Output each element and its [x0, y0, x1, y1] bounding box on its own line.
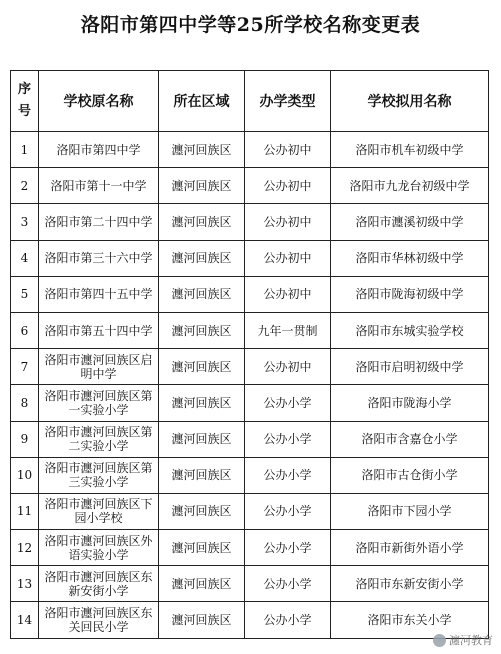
table-row [11, 204, 489, 240]
table-row [11, 566, 489, 602]
cell-new-name: 洛阳市东新安街小学 [331, 566, 489, 602]
cell-original-name: 洛阳市瀍河回族区第三实验小学 [39, 457, 159, 493]
cell-no: 1 [11, 132, 39, 168]
cell-school-type: 公办初中 [245, 349, 331, 385]
cell-no: 13 [11, 566, 39, 602]
table-row [11, 312, 489, 348]
cell-no: 11 [11, 493, 39, 529]
cell-new-name: 洛阳市华林初级中学 [331, 240, 489, 276]
cell-no: 2 [11, 168, 39, 204]
cell-district: 瀍河回族区 [159, 493, 245, 529]
cell-original-name: 洛阳市瀍河回族区下园小学校 [39, 493, 159, 529]
cell-school-type: 九年一贯制 [245, 312, 331, 348]
table-row [11, 421, 489, 457]
table-row [11, 493, 489, 529]
cell-new-name: 洛阳市下园小学 [331, 493, 489, 529]
cell-district: 瀍河回族区 [159, 204, 245, 240]
cell-no: 9 [11, 421, 39, 457]
cell-original-name: 洛阳市瀍河回族区启明中学 [39, 349, 159, 385]
cell-no: 8 [11, 385, 39, 421]
cell-new-name: 洛阳市古仓街小学 [331, 457, 489, 493]
cell-new-name: 洛阳市九龙台初级中学 [331, 168, 489, 204]
wechat-logo-icon [433, 634, 446, 647]
table-row [11, 168, 489, 204]
cell-no: 6 [11, 312, 39, 348]
cell-new-name: 洛阳市含嘉仓小学 [331, 421, 489, 457]
cell-original-name: 洛阳市第三十六中学 [39, 240, 159, 276]
cell-original-name: 洛阳市瀍河回族区外语实验小学 [39, 530, 159, 566]
cell-school-type: 公办初中 [245, 240, 331, 276]
cell-school-type: 公办初中 [245, 204, 331, 240]
table-row [11, 132, 489, 168]
cell-school-type: 公办小学 [245, 457, 331, 493]
cell-school-type: 公办初中 [245, 132, 331, 168]
header-original-name: 学校原名称 [39, 71, 159, 132]
cell-new-name: 洛阳市东城实验学校 [331, 312, 489, 348]
cell-new-name: 洛阳市启明初级中学 [331, 349, 489, 385]
table-row [11, 457, 489, 493]
cell-district: 瀍河回族区 [159, 349, 245, 385]
header-no-line2: 号 [17, 104, 31, 119]
header-district: 所在区域 [159, 71, 245, 132]
cell-district: 瀍河回族区 [159, 457, 245, 493]
cell-original-name: 洛阳市第十一中学 [39, 168, 159, 204]
header-no-line1: 序 [17, 82, 31, 97]
cell-district: 瀍河回族区 [159, 312, 245, 348]
cell-new-name: 洛阳市机车初级中学 [331, 132, 489, 168]
cell-no: 12 [11, 530, 39, 566]
cell-new-name: 洛阳市新街外语小学 [331, 530, 489, 566]
cell-district: 瀍河回族区 [159, 276, 245, 312]
cell-original-name: 洛阳市第四中学 [39, 132, 159, 168]
cell-school-type: 公办小学 [245, 385, 331, 421]
cell-district: 瀍河回族区 [159, 566, 245, 602]
header-school-type: 办学类型 [245, 71, 331, 132]
cell-school-type: 公办小学 [245, 602, 331, 638]
cell-school-type: 公办初中 [245, 276, 331, 312]
cell-district: 瀍河回族区 [159, 530, 245, 566]
cell-school-type: 公办小学 [245, 421, 331, 457]
table-row [11, 530, 489, 566]
table-row [11, 349, 489, 385]
cell-original-name: 洛阳市瀍河回族区东关回民小学 [39, 602, 159, 638]
cell-original-name: 洛阳市第五十四中学 [39, 312, 159, 348]
cell-original-name: 洛阳市第四十五中学 [39, 276, 159, 312]
cell-school-type: 公办初中 [245, 168, 331, 204]
cell-no: 7 [11, 349, 39, 385]
cell-school-type: 公办小学 [245, 566, 331, 602]
cell-district: 瀍河回族区 [159, 240, 245, 276]
cell-district: 瀍河回族区 [159, 602, 245, 638]
cell-no: 3 [11, 204, 39, 240]
cell-original-name: 洛阳市第二十四中学 [39, 204, 159, 240]
cell-no: 5 [11, 276, 39, 312]
cell-new-name: 洛阳市东关小学 [331, 602, 489, 638]
cell-school-type: 公办小学 [245, 493, 331, 529]
cell-original-name: 洛阳市瀍河回族区第二实验小学 [39, 421, 159, 457]
page-title: 洛阳市第四中学等25所学校名称变更表 [80, 14, 421, 36]
cell-no: 4 [11, 240, 39, 276]
cell-no: 14 [11, 602, 39, 638]
cell-district: 瀍河回族区 [159, 168, 245, 204]
cell-district: 瀍河回族区 [159, 421, 245, 457]
school-rename-table [10, 70, 489, 639]
cell-new-name: 洛阳市陇海初级中学 [331, 276, 489, 312]
table-row [11, 240, 489, 276]
header-new-name: 学校拟用名称 [331, 71, 489, 132]
cell-new-name: 洛阳市瀍溪初级中学 [331, 204, 489, 240]
watermark-text: 瀍河教育 [449, 634, 493, 647]
cell-district: 瀍河回族区 [159, 385, 245, 421]
cell-original-name: 洛阳市瀍河回族区东新安街小学 [39, 566, 159, 602]
watermark [433, 632, 493, 648]
table-row [11, 276, 489, 312]
cell-original-name: 洛阳市瀍河回族区第一实验小学 [39, 385, 159, 421]
cell-new-name: 洛阳市陇海小学 [331, 385, 489, 421]
header-no [11, 71, 39, 132]
table-row [11, 602, 489, 638]
cell-district: 瀍河回族区 [159, 132, 245, 168]
cell-school-type: 公办小学 [245, 530, 331, 566]
table-header-row [11, 71, 489, 132]
cell-no: 10 [11, 457, 39, 493]
table-row [11, 385, 489, 421]
